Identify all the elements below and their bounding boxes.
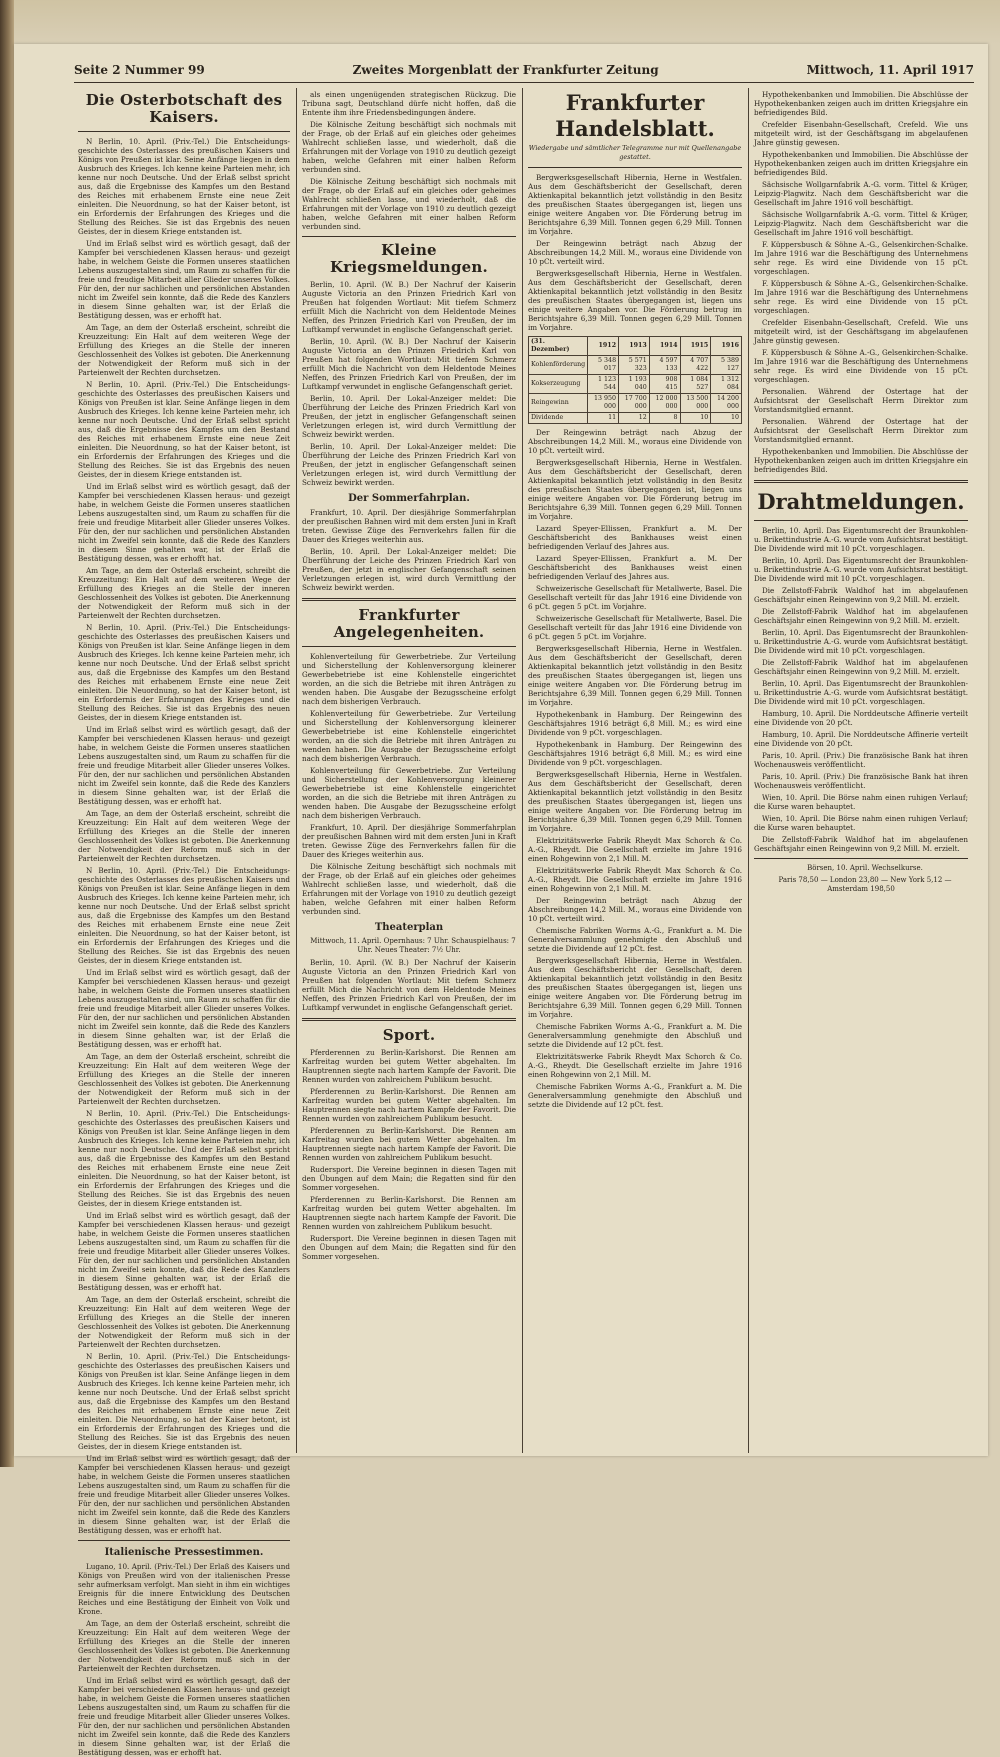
article-paragraph: Schweizerische Gesellschaft für Metallwerte, Basel. Die Gesellschaft verteilt für das Jahr 1916 eine Dividende von 6 pCt. gegen 5 pCt. im Vorjahre.: [528, 614, 742, 641]
article-paragraph: Berlin, 10. April. Das Eigentumsrecht der Braunkohlen- u. Brikettindustrie A.-G. wurde vom Aufsichtsrat bestätigt. Die Dividende wird mit 10 pCt. vorgeschlagen.: [754, 556, 968, 583]
section-heading: Theaterplan: [374, 922, 444, 933]
article-paragraph: Chemische Fabriken Worms A.-G., Frankfurt a. M. Die Generalversammlung genehmigte den Abschluß und setzte die Dividende auf 12 pCt. fest.: [528, 1022, 742, 1049]
table-header-row: [529, 337, 742, 356]
column-1: [78, 90, 290, 1757]
article-paragraph: Berlin, 10. April. Das Eigentumsrecht der Braunkohlen- u. Brikettindustrie A.-G. wurde vom Aufsichtsrat bestätigt. Die Dividende wird mit 10 pCt. vorgeschlagen.: [754, 628, 968, 655]
article-paragraph: Frankfurt, 10. April. Der diesjährige Sommerfahrplan der preußischen Bahnen wird mit dem ersten Juni in Kraft treten. Gewisse Züge des Fernverkehrs fallen für die Dauer des Krieges weiterhin aus.: [302, 508, 516, 544]
article-paragraph: Und im Erlaß selbst wird es wörtlich gesagt, daß der Kampfer bei verschiedenen Klassen heraus- und gezeigt habe, in welchem Geiste die Formen unseres staatlichen Lebens auszugestalten sind, um Raum zu schaffen für die freie und freudige Mitarbeit aller Glieder unseres Volkes. Für den, der nur sachlichen und persönlichen Abstanden nicht im Zweifel sein konnte, daß die Rede des Kanzlers in diesem Sinne gehalten war, ist der Erlaß die Bestätigung dessen, was er erhofft hat.: [78, 1676, 290, 1757]
article-paragraph: Und im Erlaß selbst wird es wörtlich gesagt, daß der Kampfer bei verschiedenen Klassen heraus- und gezeigt habe, in welchem Geiste die Formen unseres staatlichen Lebens auszugestalten sind, um Raum zu schaffen für die freie und freudige Mitarbeit aller Glieder unseres Volkes. Für den, der nur sachlichen und persönlichen Abstanden nicht im Zweifel sein konnte, daß die Rede des Kanzlers in diesem Sinne gehalten war, ist der Erlaß die Bestätigung dessen, was er erhofft hat.: [78, 239, 290, 320]
article-paragraph: Sächsische Wollgarnfabrik A.-G. vorm. Tittel & Krüger, Leipzig-Plagwitz. Nach dem Geschäftsbericht war die Gesellschaft im Jahre 1916 voll beschäftigt.: [754, 180, 968, 207]
article-paragraph: Berlin, 10. April. Der Lokal-Anzeiger meldet: Die Überführung der Leiche des Prinzen Friedrich Karl von Preußen, der jetzt in englischer Gefangenschaft seinen Verletzungen erlegen ist, wird durch Vermittlung der Schweiz bewirkt werden.: [302, 394, 516, 439]
article-paragraph: Die Kölnische Zeitung beschäftigt sich nochmals mit der Frage, ob der Erlaß auf ein gleiches oder geheimes Wahlrecht schließen lasse, und wiederholt, daß die Erfahrungen mit der Vorlage von 1910 zu deutlich gezeigt haben, welche Gefahren mit einer halben Reform verbunden sind.: [302, 862, 516, 916]
table-row: [529, 375, 742, 394]
article-paragraph: Die Zellstoff-Fabrik Waldhof hat im abgelaufenen Geschäftsjahr einen Reingewinn von 9,2 Mill. M. erzielt.: [754, 607, 968, 625]
table-cell: 12: [619, 413, 650, 424]
divider: [302, 598, 516, 601]
article-paragraph: Berlin, 10. April. Der Lokal-Anzeiger meldet: Die Überführung der Leiche des Prinzen Friedrich Karl von Preußen, der jetzt in englischer Gefangenschaft seinen Verletzungen erlegen ist, wird durch Vermittlung der Schweiz bewirkt werden.: [302, 547, 516, 592]
article-paragraph: N Berlin, 10. April. (Priv.-Tel.) Die Entscheidungs-geschichte des Osterlasses des preußischen Kaisers und Königs von Preußen ist klar. Seine Anfänge liegen in dem Ausbruch des Krieges. Ich kenne keine Parteien mehr, ich kenne nur noch Deutsche. Und der Erlaß selbst spricht aus, daß die Ergebnisse des Kampfes um den Bestand des Reiches mit erhabenem Ernste eine neue Zeit einleiten. Die Neuordnung, so hat der Kaiser betont, ist ein Erfordernis der Erfahrungen des Krieges und die Stellung des Reiches. Sie ist das Ergebnis des neuen Geistes, der in diesem Kriege entstanden ist.: [78, 1109, 290, 1208]
article-paragraph: Die Zellstoff-Fabrik Waldhof hat im abgelaufenen Geschäftsjahr einen Reingewinn von 9,2 Mill. M. erzielt.: [754, 658, 968, 676]
article-paragraph: Hypothekenbanken und Immobilien. Die Abschlüsse der Hypothekenbanken zeigen auch im dritten Kriegsjahre ein befriedigendes Bild.: [754, 447, 968, 474]
article-paragraph: Bergwerksgesellschaft Hibernia, Herne in Westfalen. Aus dem Geschäftsbericht der Gesellschaft, deren Aktienkapital bekanntlich jetzt vollständig in den Besitz des preußischen Staates übergegangen ist, liegen uns einige weitere Angaben vor. Die Förderung betrug im Berichtsjahre 6,39 Mill. Tonnen gegen 6,29 Mill. Tonnen im Vorjahre.: [528, 770, 742, 833]
table-row: [529, 413, 742, 424]
divider: [302, 646, 516, 647]
article-paragraph: Und im Erlaß selbst wird es wörtlich gesagt, daß der Kampfer bei verschiedenen Klassen heraus- und gezeigt habe, in welchem Geiste die Formen unseres staatlichen Lebens auszugestalten sind, um Raum zu schaffen für die freie und freudige Mitarbeit aller Glieder unseres Volkes. Für den, der nur sachlichen und persönlichen Abstanden nicht im Zweifel sein konnte, daß die Rede des Kanzlers in diesem Sinne gehalten war, ist der Erlaß die Bestätigung dessen, was er erhofft hat.: [78, 482, 290, 563]
article-paragraph: Pferderennen zu Berlin-Karlshorst. Die Rennen am Karfreitag wurden bei gutem Wetter abgehalten. Im Hauptrennen siegte nach hartem Kampfe der Favorit. Die Rennen wurden von zahlreichem Publikum besucht.: [302, 1048, 516, 1084]
article-paragraph: Lazard Speyer-Ellissen, Frankfurt a. M. Der Geschäftsbericht des Bankhauses weist einen befriedigenden Verlauf des Jahres aus.: [528, 554, 742, 581]
article-paragraph: Wien, 10. April. Die Börse nahm einen ruhigen Verlauf; die Kurse waren behauptet.: [754, 814, 968, 832]
article-paragraph: Hamburg, 10. April. Die Norddeutsche Affinerie verteilt eine Dividende von 20 pCt.: [754, 709, 968, 727]
article-paragraph: Der Reingewinn beträgt nach Abzug der Abschreibungen 14,2 Mill. M., woraus eine Dividende von 10 pCt. verteilt wird.: [528, 896, 742, 923]
table-body: [529, 356, 742, 424]
article-paragraph: Und im Erlaß selbst wird es wörtlich gesagt, daß der Kampfer bei verschiedenen Klassen heraus- und gezeigt habe, in welchem Geiste die Formen unseres staatlichen Lebens auszugestalten sind, um Raum zu schaffen für die freie und freudige Mitarbeit aller Glieder unseres Volkes. Für den, der nur sachlichen und persönlichen Abstanden nicht im Zweifel sein konnte, daß die Rede des Kanzlers in diesem Sinne gehalten war, ist der Erlaß die Bestätigung dessen, was er erhofft hat.: [78, 968, 290, 1049]
column-4: [754, 90, 968, 1450]
article-paragraph: Der Reingewinn beträgt nach Abzug der Abschreibungen 14,2 Mill. M., woraus eine Dividende von 10 pCt. verteilt wird.: [528, 428, 742, 455]
table-cell: Kokserzeugung: [529, 375, 588, 394]
article-paragraph: Berlin, 10. April. (W. B.) Der Nachruf der Kaiserin Auguste Victoria an den Prinzen Friedrich Karl von Preußen hat folgenden Wortlaut: Mit tiefem Schmerz erfüllt Mich die Nachricht von dem Heldentode Meines Neffen, des Prinzen Friedrich Karl von Preußen, der im Luftkampf verwundet in englische Gefangenschaft geriet.: [302, 280, 516, 334]
article-paragraph: Frankfurt, 10. April. Der diesjährige Sommerfahrplan der preußischen Bahnen wird mit dem ersten Juni in Kraft treten. Gewisse Züge des Fernverkehrs fallen für die Dauer des Krieges weiterhin aus.: [302, 823, 516, 859]
table-header-cell: 1914: [649, 337, 680, 356]
article-paragraph: N Berlin, 10. April. (Priv.-Tel.) Die Entscheidungs-geschichte des Osterlasses des preußischen Kaisers und Königs von Preußen ist klar. Seine Anfänge liegen in dem Ausbruch des Krieges. Ich kenne keine Parteien mehr, ich kenne nur noch Deutsche. Und der Erlaß selbst spricht aus, daß die Ergebnisse des Kampfes um den Bestand des Reiches mit erhabenem Ernste eine neue Zeit einleiten. Die Neuordnung, so hat der Kaiser betont, ist ein Erfordernis der Erfahrungen des Krieges und die Stellung des Reiches. Sie ist das Ergebnis des neuen Geistes, der in diesem Kriege entstanden ist.: [78, 1352, 290, 1451]
table-cell: 17 700 000: [619, 394, 650, 413]
article-paragraph: Der Reingewinn beträgt nach Abzug der Abschreibungen 14,2 Mill. M., woraus eine Dividende von 10 pCt. verteilt wird.: [528, 239, 742, 266]
article-paragraph: Rudersport. Die Vereine beginnen in diesen Tagen mit den Übungen auf dem Main; die Regatten sind für den Sommer vorgesehen.: [302, 1165, 516, 1192]
article-paragraph: Am Tage, an dem der Osterlaß erscheint, schreibt die Kreuzzeitung: Ein Halt auf dem weiteren Wege der Erfüllung des Krieges an die Stelle der inneren Geschlossenheit des Volkes ist geboten. Die Anerkennung der Notwendigkeit der Reform muß sich in der Parteienwelt der Rechten durchsetzen.: [78, 1619, 290, 1673]
section-heading: Sport.: [382, 1026, 436, 1044]
table-row: [529, 356, 742, 375]
article-paragraph: Hypothekenbank in Hamburg. Der Reingewinn des Geschäftsjahres 1916 beträgt 6,8 Mill. M.; es wird eine Dividende von 9 pCt. vorgeschlagen.: [528, 740, 742, 767]
article-paragraph: Am Tage, an dem der Osterlaß erscheint, schreibt die Kreuzzeitung: Ein Halt auf dem weiteren Wege der Erfüllung des Krieges an die Stelle der inneren Geschlossenheit des Volkes ist geboten. Die Anerkennung der Notwendigkeit der Reform muß sich in der Parteienwelt der Rechten durchsetzen.: [78, 809, 290, 863]
article-paragraph: Die Zellstoff-Fabrik Waldhof hat im abgelaufenen Geschäftsjahr einen Reingewinn von 9,2 Mill. M. erzielt.: [754, 586, 968, 604]
section-headline: Drahtmeldungen.: [757, 489, 965, 514]
article-paragraph: Die Zellstoff-Fabrik Waldhof hat im abgelaufenen Geschäftsjahr einen Reingewinn von 9,2 Mill. M. erzielt.: [754, 835, 968, 853]
article-paragraph: Crefelder Eisenbahn-Gesellschaft, Crefeld. Wie uns mitgeteilt wird, ist der Geschäftsgang im abgelaufenen Jahre günstig gewesen.: [754, 318, 968, 345]
article-paragraph: Bergwerksgesellschaft Hibernia, Herne in Westfalen. Aus dem Geschäftsbericht der Gesellschaft, deren Aktienkapital bekanntlich jetzt vollständig in den Besitz des preußischen Staates übergegangen ist, liegen uns einige weitere Angaben vor. Die Förderung betrug im Berichtsjahre 6,39 Mill. Tonnen gegen 6,29 Mill. Tonnen im Vorjahre.: [528, 644, 742, 707]
article-paragraph: Crefelder Eisenbahn-Gesellschaft, Crefeld. Wie uns mitgeteilt wird, ist der Geschäftsgang im abgelaufenen Jahre günstig gewesen.: [754, 120, 968, 147]
article-paragraph: Paris, 10. April. (Priv.) Die französische Bank hat ihren Wochenausweis veröffentlicht.: [754, 772, 968, 790]
article-paragraph: Chemische Fabriken Worms A.-G., Frankfurt a. M. Die Generalversammlung genehmigte den Abschluß und setzte die Dividende auf 12 pCt. fest.: [528, 926, 742, 953]
masthead: [74, 58, 974, 83]
masthead-title: Zweites Morgenblatt der Frankfurter Zeitung: [352, 63, 659, 77]
article-paragraph: Am Tage, an dem der Osterlaß erscheint, schreibt die Kreuzzeitung: Ein Halt auf dem weiteren Wege der Erfüllung des Krieges an die Stelle der inneren Geschlossenheit des Volkes ist geboten. Die Anerkennung der Notwendigkeit der Reform muß sich in der Parteienwelt der Rechten durchsetzen.: [78, 1052, 290, 1106]
section-subline: Wiedergabe und sämtlicher Telegramme nur mit Quellenangabe gestattet.: [528, 144, 742, 161]
divider: [302, 236, 516, 237]
article-paragraph: Hamburg, 10. April. Die Norddeutsche Affinerie verteilt eine Dividende von 20 pCt.: [754, 730, 968, 748]
table-cell: 1 123 544: [588, 375, 619, 394]
article-paragraph: F. Küppersbusch & Söhne A.-G., Gelsenkirchen-Schalke. Im Jahre 1916 war die Beschäftigung des Unternehmens sehr rege. Es wird eine Dividende von 15 pCt. vorgeschlagen.: [754, 240, 968, 276]
article-paragraph: N Berlin, 10. April. (Priv.-Tel.) Die Entscheidungs-geschichte des Osterlasses des preußischen Kaisers und Königs von Preußen ist klar. Seine Anfänge liegen in dem Ausbruch des Krieges. Ich kenne keine Parteien mehr, ich kenne nur noch Deutsche. Und der Erlaß selbst spricht aus, daß die Ergebnisse des Kampfes um den Bestand des Reiches mit erhabenem Ernste eine neue Zeit einleiten. Die Neuordnung, so hat der Kaiser betont, ist ein Erfordernis der Erfahrungen des Krieges und die Stellung des Reiches. Sie ist das Ergebnis des neuen Geistes, der in diesem Kriege entstanden ist.: [78, 623, 290, 722]
article-paragraph: Bergwerksgesellschaft Hibernia, Herne in Westfalen. Aus dem Geschäftsbericht der Gesellschaft, deren Aktienkapital bekanntlich jetzt vollständig in den Besitz des preußischen Staates übergegangen ist, liegen uns einige weitere Angaben vor. Die Förderung betrug im Berichtsjahre 6,39 Mill. Tonnen gegen 6,29 Mill. Tonnen im Vorjahre.: [528, 458, 742, 521]
article-headline: Die Osterbotschaft des Kaisers.: [85, 91, 283, 126]
article-paragraph: Kohlenverteilung für Gewerbetriebe. Zur Verteilung und Sicherstellung der Kohlenversorgung kleinerer Gewerbebetriebe ist eine Kohlenstelle eingerichtet worden, an die sich die Betriebe mit ihren Anträgen zu wenden haben. Die Ausgabe der Bezugsscheine erfolgt nach dem bisherigen Verbrauch.: [302, 766, 516, 820]
article-paragraph: Lugano, 10. April. (Priv.-Tel.) Der Erlaß des Kaisers und Königs von Preußen wird von der italienischen Presse sehr aufmerksam verfolgt. Man sieht in ihm ein wichtiges Ereignis für die innere Entwicklung des Deutschen Reiches und eine Bestätigung der Einheit von Volk und Krone.: [78, 1562, 290, 1616]
article-paragraph: Berlin, 10. April. (W. B.) Der Nachruf der Kaiserin Auguste Victoria an den Prinzen Friedrich Karl von Preußen hat folgenden Wortlaut: Mit tiefem Schmerz erfüllt Mich die Nachricht von dem Heldentode Meines Neffen, des Prinzen Friedrich Karl von Preußen, der im Luftkampf verwundet in englische Gefangenschaft geriet.: [302, 958, 516, 1012]
table-cell: 5 571 323: [619, 356, 650, 375]
table-cell: 10: [711, 413, 742, 424]
table-cell: 13 950 000: [588, 394, 619, 413]
masthead-page-number: Seite 2 Nummer 99: [74, 63, 205, 77]
table-cell: 5 389 127: [711, 356, 742, 375]
article-paragraph: Chemische Fabriken Worms A.-G., Frankfurt a. M. Die Generalversammlung genehmigte den Abschluß und setzte die Dividende auf 12 pCt. fest.: [528, 1082, 742, 1109]
divider: [754, 480, 968, 483]
article-paragraph: Bergwerksgesellschaft Hibernia, Herne in Westfalen. Aus dem Geschäftsbericht der Gesellschaft, deren Aktienkapital bekanntlich jetzt vollständig in den Besitz des preußischen Staates übergegangen ist, liegen uns einige weitere Angaben vor. Die Förderung betrug im Berichtsjahre 6,39 Mill. Tonnen gegen 6,29 Mill. Tonnen im Vorjahre.: [528, 173, 742, 236]
divider: [528, 167, 742, 168]
table-cell: 1 193 040: [619, 375, 650, 394]
article-paragraph: als einen ungenügenden strategischen Rückzug. Die Tribuna sagt, Deutschland dürfe nicht hoffen, daß die Entente ihm ihre Friedensbedingungen ändere.: [302, 90, 516, 117]
table-header-cell: 1916: [711, 337, 742, 356]
table-cell: Reingewinn: [529, 394, 588, 413]
section-headline: Frankfurter Handelsblatt.: [555, 90, 715, 141]
table-cell: Dividende: [529, 413, 588, 424]
article-paragraph: N Berlin, 10. April. (Priv.-Tel.) Die Entscheidungs-geschichte des Osterlasses des preußischen Kaisers und Königs von Preußen ist klar. Seine Anfänge liegen in dem Ausbruch des Krieges. Ich kenne keine Parteien mehr, ich kenne nur noch Deutsche. Und der Erlaß selbst spricht aus, daß die Ergebnisse des Kampfes um den Bestand des Reiches mit erhabenem Ernste eine neue Zeit einleiten. Die Neuordnung, so hat der Kaiser betont, ist ein Erfordernis der Erfahrungen des Krieges und die Stellung des Reiches. Sie ist das Ergebnis des neuen Geistes, der in diesem Kriege entstanden ist.: [78, 137, 290, 236]
article-paragraph: Pferderennen zu Berlin-Karlshorst. Die Rennen am Karfreitag wurden bei gutem Wetter abgehalten. Im Hauptrennen siegte nach hartem Kampfe der Favorit. Die Rennen wurden von zahlreichem Publikum besucht.: [302, 1195, 516, 1231]
article-paragraph: Die Kölnische Zeitung beschäftigt sich nochmals mit der Frage, ob der Erlaß auf ein gleiches oder geheimes Wahlrecht schließen lasse, und wiederholt, daß die Erfahrungen mit der Vorlage von 1910 zu deutlich gezeigt haben, welche Gefahren mit einer halben Reform verbunden sind.: [302, 120, 516, 174]
table-cell: 11: [588, 413, 619, 424]
theater-listing: Mittwoch, 11. April. Opernhaus: 7 Uhr. Schauspielhaus: 7 Uhr. Neues Theater: 7½ Uhr.: [310, 937, 516, 954]
section-heading: Kleine Kriegsmeldungen.: [330, 241, 488, 276]
section-heading: Italienische Pressestimmen.: [104, 1547, 264, 1558]
market-rates: Paris 78,50 — London 23,80 — New York 5,12 — Amsterdam 198,50: [778, 876, 952, 893]
column-divider: [522, 88, 523, 1453]
divider: [754, 520, 968, 521]
article-paragraph: Pferderennen zu Berlin-Karlshorst. Die Rennen am Karfreitag wurden bei gutem Wetter abgehalten. Im Hauptrennen siegte nach hartem Kampfe der Favorit. Die Rennen wurden von zahlreichem Publikum besucht.: [302, 1087, 516, 1123]
column-divider: [296, 88, 297, 1453]
table-cell: 10: [680, 413, 711, 424]
divider: [78, 1540, 290, 1541]
table-cell: 5 348 017: [588, 356, 619, 375]
table-header-cell: (31. Dezember): [529, 337, 588, 356]
article-paragraph: Hypothekenbanken und Immobilien. Die Abschlüsse der Hypothekenbanken zeigen auch im dritten Kriegsjahre ein befriedigendes Bild.: [754, 90, 968, 117]
column-divider: [748, 88, 749, 1453]
article-paragraph: Paris, 10. April. (Priv.) Die französische Bank hat ihren Wochenausweis veröffentlicht.: [754, 751, 968, 769]
table-cell: 1 312 084: [711, 375, 742, 394]
article-paragraph: Wien, 10. April. Die Börse nahm einen ruhigen Verlauf; die Kurse waren behauptet.: [754, 793, 968, 811]
divider: [78, 131, 290, 132]
article-paragraph: N Berlin, 10. April. (Priv.-Tel.) Die Entscheidungs-geschichte des Osterlasses des preußischen Kaisers und Königs von Preußen ist klar. Seine Anfänge liegen in dem Ausbruch des Krieges. Ich kenne keine Parteien mehr, ich kenne nur noch Deutsche. Und der Erlaß selbst spricht aus, daß die Ergebnisse des Kampfes um den Bestand des Reiches mit erhabenem Ernste eine neue Zeit einleiten. Die Neuordnung, so hat der Kaiser betont, ist ein Erfordernis der Erfahrungen des Krieges und die Stellung des Reiches. Sie ist das Ergebnis des neuen Geistes, der in diesem Kriege entstanden ist.: [78, 380, 290, 479]
divider: [754, 858, 968, 859]
article-paragraph: F. Küppersbusch & Söhne A.-G., Gelsenkirchen-Schalke. Im Jahre 1916 war die Beschäftigung des Unternehmens sehr rege. Es wird eine Dividende von 15 pCt. vorgeschlagen.: [754, 348, 968, 384]
article-paragraph: Bergwerksgesellschaft Hibernia, Herne in Westfalen. Aus dem Geschäftsbericht der Gesellschaft, deren Aktienkapital bekanntlich jetzt vollständig in den Besitz des preußischen Staates übergegangen ist, liegen uns einige weitere Angaben vor. Die Förderung betrug im Berichtsjahre 6,39 Mill. Tonnen gegen 6,29 Mill. Tonnen im Vorjahre.: [528, 269, 742, 332]
article-paragraph: Elektrizitätswerke Fabrik Rheydt Max Schorch & Co. A.-G., Rheydt. Die Gesellschaft erzielte im Jahre 1916 einen Rohgewinn von 2,1 Mill. M.: [528, 866, 742, 893]
article-paragraph: Und im Erlaß selbst wird es wörtlich gesagt, daß der Kampfer bei verschiedenen Klassen heraus- und gezeigt habe, in welchem Geiste die Formen unseres staatlichen Lebens auszugestalten sind, um Raum zu schaffen für die freie und freudige Mitarbeit aller Glieder unseres Volkes. Für den, der nur sachlichen und persönlichen Abstanden nicht im Zweifel sein konnte, daß die Rede des Kanzlers in diesem Sinne gehalten war, ist der Erlaß die Bestätigung dessen, was er erhofft hat.: [78, 725, 290, 806]
article-paragraph: Am Tage, an dem der Osterlaß erscheint, schreibt die Kreuzzeitung: Ein Halt auf dem weiteren Wege der Erfüllung des Krieges an die Stelle der inneren Geschlossenheit des Volkes ist geboten. Die Anerkennung der Notwendigkeit der Reform muß sich in der Parteienwelt der Rechten durchsetzen.: [78, 1295, 290, 1349]
divider: [302, 1018, 516, 1021]
article-paragraph: Berlin, 10. April. (W. B.) Der Nachruf der Kaiserin Auguste Victoria an den Prinzen Friedrich Karl von Preußen hat folgenden Wortlaut: Mit tiefem Schmerz erfüllt Mich die Nachricht von dem Heldentode Meines Neffen, des Prinzen Friedrich Karl von Preußen, der im Luftkampf verwundet in englische Gefangenschaft geriet.: [302, 337, 516, 391]
article-paragraph: Personalien. Während der Ostertage hat der Aufsichtsrat der Gesellschaft Herrn Direktor zum Vorstandsmitglied ernannt.: [754, 387, 968, 414]
article-paragraph: Personalien. Während der Ostertage hat der Aufsichtsrat der Gesellschaft Herrn Direktor zum Vorstandsmitglied ernannt.: [754, 417, 968, 444]
table-header-cell: 1915: [680, 337, 711, 356]
article-paragraph: Schweizerische Gesellschaft für Metallwerte, Basel. Die Gesellschaft verteilt für das Jahr 1916 eine Dividende von 6 pCt. gegen 5 pCt. im Vorjahre.: [528, 584, 742, 611]
article-paragraph: F. Küppersbusch & Söhne A.-G., Gelsenkirchen-Schalke. Im Jahre 1916 war die Beschäftigung des Unternehmens sehr rege. Es wird eine Dividende von 15 pCt. vorgeschlagen.: [754, 279, 968, 315]
table-cell: 4 707 422: [680, 356, 711, 375]
article-paragraph: N Berlin, 10. April. (Priv.-Tel.) Die Entscheidungs-geschichte des Osterlasses des preußischen Kaisers und Königs von Preußen ist klar. Seine Anfänge liegen in dem Ausbruch des Krieges. Ich kenne keine Parteien mehr, ich kenne nur noch Deutsche. Und der Erlaß selbst spricht aus, daß die Ergebnisse des Kampfes um den Bestand des Reiches mit erhabenem Ernste eine neue Zeit einleiten. Die Neuordnung, so hat der Kaiser betont, ist ein Erfordernis der Erfahrungen des Krieges und die Stellung des Reiches. Sie ist das Ergebnis des neuen Geistes, der in diesem Kriege entstanden ist.: [78, 866, 290, 965]
article-paragraph: Berlin, 10. April. Das Eigentumsrecht der Braunkohlen- u. Brikettindustrie A.-G. wurde vom Aufsichtsrat bestätigt. Die Dividende wird mit 10 pCt. vorgeschlagen.: [754, 526, 968, 553]
column-3: [528, 90, 742, 1450]
table-cell: 908 415: [649, 375, 680, 394]
article-paragraph: Rudersport. Die Vereine beginnen in diesen Tagen mit den Übungen auf dem Main; die Regatten sind für den Sommer vorgesehen.: [302, 1234, 516, 1261]
table-cell: 12 000 000: [649, 394, 680, 413]
table-cell: 1 084 527: [680, 375, 711, 394]
article-paragraph: Pferderennen zu Berlin-Karlshorst. Die Rennen am Karfreitag wurden bei gutem Wetter abgehalten. Im Hauptrennen siegte nach hartem Kampfe der Favorit. Die Rennen wurden von zahlreichem Publikum besucht.: [302, 1126, 516, 1162]
table-cell: 13 500 000: [680, 394, 711, 413]
column-2: [302, 90, 516, 1450]
market-heading: Börsen, 10. April. Wechselkurse.: [807, 864, 923, 872]
table-header-cell: 1913: [619, 337, 650, 356]
article-paragraph: Und im Erlaß selbst wird es wörtlich gesagt, daß der Kampfer bei verschiedenen Klassen heraus- und gezeigt habe, in welchem Geiste die Formen unseres staatlichen Lebens auszugestalten sind, um Raum zu schaffen für die freie und freudige Mitarbeit aller Glieder unseres Volkes. Für den, der nur sachlichen und persönlichen Abstanden nicht im Zweifel sein konnte, daß die Rede des Kanzlers in diesem Sinne gehalten war, ist der Erlaß die Bestätigung dessen, was er erhofft hat.: [78, 1454, 290, 1535]
article-paragraph: Am Tage, an dem der Osterlaß erscheint, schreibt die Kreuzzeitung: Ein Halt auf dem weiteren Wege der Erfüllung des Krieges an die Stelle der inneren Geschlossenheit des Volkes ist geboten. Die Anerkennung der Notwendigkeit der Reform muß sich in der Parteienwelt der Rechten durchsetzen.: [78, 323, 290, 377]
book-binding: [0, 0, 14, 1467]
article-paragraph: Und im Erlaß selbst wird es wörtlich gesagt, daß der Kampfer bei verschiedenen Klassen heraus- und gezeigt habe, in welchem Geiste die Formen unseres staatlichen Lebens auszugestalten sind, um Raum zu schaffen für die freie und freudige Mitarbeit aller Glieder unseres Volkes. Für den, der nur sachlichen und persönlichen Abstanden nicht im Zweifel sein konnte, daß die Rede des Kanzlers in diesem Sinne gehalten war, ist der Erlaß die Bestätigung dessen, was er erhofft hat.: [78, 1211, 290, 1292]
financial-table: [528, 336, 742, 424]
article-paragraph: Kohlenverteilung für Gewerbetriebe. Zur Verteilung und Sicherstellung der Kohlenversorgung kleinerer Gewerbebetriebe ist eine Kohlenstelle eingerichtet worden, an die sich die Betriebe mit ihren Anträgen zu wenden haben. Die Ausgabe der Bezugsscheine erfolgt nach dem bisherigen Verbrauch.: [302, 709, 516, 763]
table-cell: 8: [649, 413, 680, 424]
article-paragraph: Kohlenverteilung für Gewerbetriebe. Zur Verteilung und Sicherstellung der Kohlenversorgung kleinerer Gewerbebetriebe ist eine Kohlenstelle eingerichtet worden, an die sich die Betriebe mit ihren Anträgen zu wenden haben. Die Ausgabe der Bezugsscheine erfolgt nach dem bisherigen Verbrauch.: [302, 652, 516, 706]
article-paragraph: Elektrizitätswerke Fabrik Rheydt Max Schorch & Co. A.-G., Rheydt. Die Gesellschaft erzielte im Jahre 1916 einen Rohgewinn von 2,1 Mill. M.: [528, 836, 742, 863]
article-paragraph: Sächsische Wollgarnfabrik A.-G. vorm. Tittel & Krüger, Leipzig-Plagwitz. Nach dem Geschäftsbericht war die Gesellschaft im Jahre 1916 voll beschäftigt.: [754, 210, 968, 237]
table-header-cell: 1912: [588, 337, 619, 356]
section-heading: Frankfurter Angelegenheiten.: [333, 606, 485, 641]
article-paragraph: Lazard Speyer-Ellissen, Frankfurt a. M. Der Geschäftsbericht des Bankhauses weist einen befriedigenden Verlauf des Jahres aus.: [528, 524, 742, 551]
article-paragraph: Berlin, 10. April. Das Eigentumsrecht der Braunkohlen- u. Brikettindustrie A.-G. wurde vom Aufsichtsrat bestätigt. Die Dividende wird mit 10 pCt. vorgeschlagen.: [754, 679, 968, 706]
table-cell: Kohlenförderung: [529, 356, 588, 375]
article-paragraph: Hypothekenbank in Hamburg. Der Reingewinn des Geschäftsjahres 1916 beträgt 6,8 Mill. M.; es wird eine Dividende von 9 pCt. vorgeschlagen.: [528, 710, 742, 737]
section-heading: Der Sommerfahrplan.: [348, 493, 470, 504]
article-paragraph: Die Kölnische Zeitung beschäftigt sich nochmals mit der Frage, ob der Erlaß auf ein gleiches oder geheimes Wahlrecht schließen lasse, und wiederholt, daß die Erfahrungen mit der Vorlage von 1910 zu deutlich gezeigt haben, welche Gefahren mit einer halben Reform verbunden sind.: [302, 177, 516, 231]
article-paragraph: Berlin, 10. April. Der Lokal-Anzeiger meldet: Die Überführung der Leiche des Prinzen Friedrich Karl von Preußen, der jetzt in englischer Gefangenschaft seinen Verletzungen erlegen ist, wird durch Vermittlung der Schweiz bewirkt werden.: [302, 442, 516, 487]
article-paragraph: Bergwerksgesellschaft Hibernia, Herne in Westfalen. Aus dem Geschäftsbericht der Gesellschaft, deren Aktienkapital bekanntlich jetzt vollständig in den Besitz des preußischen Staates übergegangen ist, liegen uns einige weitere Angaben vor. Die Förderung betrug im Berichtsjahre 6,39 Mill. Tonnen gegen 6,29 Mill. Tonnen im Vorjahre.: [528, 956, 742, 1019]
page-top-edge: [0, 0, 1000, 44]
table-cell: 4 597 133: [649, 356, 680, 375]
article-paragraph: Am Tage, an dem der Osterlaß erscheint, schreibt die Kreuzzeitung: Ein Halt auf dem weiteren Wege der Erfüllung des Krieges an die Stelle der inneren Geschlossenheit des Volkes ist geboten. Die Anerkennung der Notwendigkeit der Reform muß sich in der Parteienwelt der Rechten durchsetzen.: [78, 566, 290, 620]
article-paragraph: Hypothekenbanken und Immobilien. Die Abschlüsse der Hypothekenbanken zeigen auch im dritten Kriegsjahre ein befriedigendes Bild.: [754, 150, 968, 177]
masthead-date: Mittwoch, 11. April 1917: [806, 63, 974, 77]
table-row: [529, 394, 742, 413]
article-paragraph: Elektrizitätswerke Fabrik Rheydt Max Schorch & Co. A.-G., Rheydt. Die Gesellschaft erzielte im Jahre 1916 einen Rohgewinn von 2,1 Mill. M.: [528, 1052, 742, 1079]
table-cell: 14 200 000: [711, 394, 742, 413]
